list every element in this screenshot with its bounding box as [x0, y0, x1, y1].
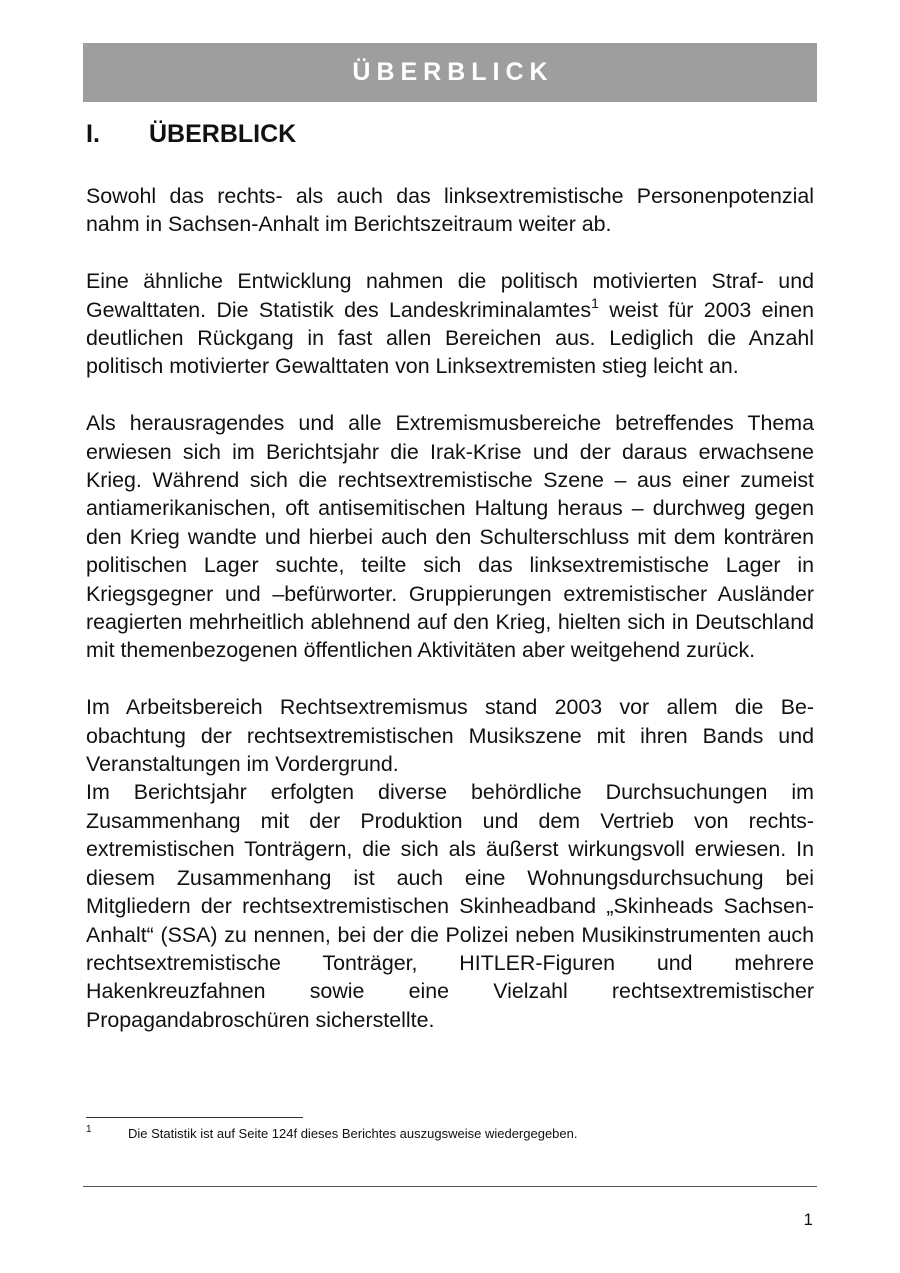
running-header-title: ÜBERBLICK — [352, 58, 554, 86]
paragraph-3: Als herausragendes und alle Extremismusbereiche betreffendes Thema erwiesen sich im Berichtsjahr die Irak-Krise und der daraus erwachsene Krieg. Während sich die rechtsextremistische Szene – aus einer zumeist antiamerikanischen, oft antisemitischen Haltung heraus – durchweg gegen den Krieg wandte und hierbei auch den Schulterschluss mit dem konträren politischen Lager suchte, teilte sich das linksextremistische Lager in Kriegsgegner und –befürworter. Gruppierungen extremistischer Ausländer reagierten mehrheitlich ablehnend auf den Krieg, hielten sich in Deutschland mit themenbezogenen öffentlichen Aktivitäten aber weitgehend zurück. — [86, 411, 814, 663]
paragraph-1: Sowohl das rechts- als auch das linksextremistische Personenpotenzial nahm in Sachsen-Anhalt im Berichtszeitraum weiter ab. — [86, 184, 814, 237]
footnote — [86, 1124, 814, 1144]
footer-divider — [83, 1186, 817, 1187]
footnote-separator — [86, 1117, 303, 1118]
footnote-number: 1 — [86, 1124, 92, 1135]
section-number: I. — [86, 120, 100, 148]
paragraph-2 — [86, 267, 814, 381]
section-heading — [86, 120, 296, 149]
body-text — [86, 182, 814, 1063]
paragraph-2-text-before: Eine ähnliche Entwicklung nahmen die politisch motivierten Straf- und Gewalttaten. Die Statistik des Landeskriminalamtes — [86, 269, 814, 322]
footnote-reference: 1 — [591, 294, 599, 311]
paragraph-5: Im Berichtsjahr erfolgten diverse behördliche Durchsuchungen im Zusammenhang mit der Produktion und dem Vertrieb von rechtsextremistischen Tonträgern, die sich als äußerst wirkungsvoll erwiesen. In diesem Zusammenhang ist auch eine Wohnungsdurchsuchung bei Mitgliedern der rechtsextremistischen Skinheadband „Skinheads Sachsen-Anhalt“ (SSA) zu nennen, bei der die Polizei neben Musikinstrumenten auch rechtsextremistische Tonträger, HITLER-Figuren und mehrere Hakenkreuzfahnen sowie eine Vielzahl rechtsextremistischer Propagandabroschüren sicherstellte. — [86, 780, 814, 1032]
section-title: ÜBERBLICK — [149, 120, 297, 148]
paragraph-2-text-after: weist für 2003 einen deutlichen Rückgang in fast allen Bereichen aus. Lediglich die Anzahl politisch motivierter Gewalttaten von Linksextremisten stieg leicht an. — [86, 297, 814, 379]
page-number: 1 — [803, 1210, 813, 1229]
running-header-bar — [83, 43, 817, 102]
footnote-text: Die Statistik ist auf Seite 124f dieses Berichtes auszugsweise wiedergegeben. — [128, 1126, 578, 1141]
paragraph-4: Im Arbeitsbereich Rechtsextremismus stand 2003 vor allem die Beobachtung der rechtsextremistischen Musikszene mit ihren Bands und Veranstaltungen im Vordergrund. — [86, 695, 814, 777]
